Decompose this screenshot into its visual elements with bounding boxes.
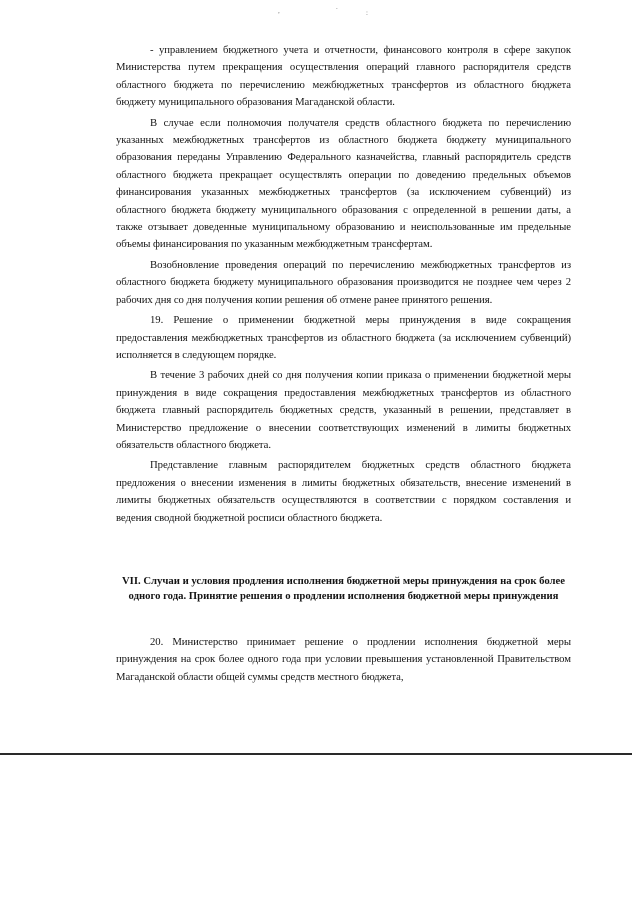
paragraph: В течение 3 рабочих дней со дня получения копии приказа о применении бюджетной меры принуждения в виде сокращения предоставления межбюджетных трансфертов из областного бюджета главный распорядитель бюджетных средств, указанный в решении, представляет в Министерство предложение о внесении соответствующих изменений в лимиты бюджетных обязательств областного бюджета.: [116, 369, 571, 451]
paragraph: Представление главным распорядителем бюджетных средств областного бюджета предложения о внесении изменения в лимиты бюджетных обязательств, внесение изменений в лимиты бюджетных обязательств осуществляются в соответствии с порядком составления и ведения сводной бюджетной росписи областного бюджета.: [116, 459, 571, 524]
scan-speck: .: [336, 3, 338, 11]
paragraph: - управлением бюджетного учета и отчетности, финансового контроля в сфере закупок Министерства путем прекращения осуществления операций главного распорядителя средств областного бюджета по перечислению межбюджетных трансфертов из областного бюджета бюджету муниципального образования Магаданской области.: [116, 44, 571, 109]
paragraph: 20. Министерство принимает решение о продлении исполнения бюджетной меры принуждения на срок более одного года при условии превышения установленной Правительством Магаданской области общей суммы средств местного бюджета,: [116, 636, 571, 683]
paragraph: Возобновление проведения операций по перечислению межбюджетных трансфертов из областного бюджета бюджету муниципального образования производится не позднее чем через 2 рабочих дня со дня получения копии решения об отмене ранее принятого решения.: [116, 258, 571, 306]
paragraph: 19. Решение о применении бюджетной меры принуждения в виде сокращения предоставления межбюджетных трансфертов из областного бюджета (за исключением субвенций) исполняется в следующем порядке.: [116, 314, 571, 361]
paragraph: В случае если полномочия получателя средств областного бюджета по перечислению указанных межбюджетных трансфертов из областного бюджета бюджету муниципального образования переданы Управлению Федерального казначейства, главный распорядитель средств областного бюджета прекращает осуществлять операции по доведению предельных объемов финансирования указанных межбюджетных трансфертов (за исключением субвенций) из областного бюджета бюджету муниципального образования с определенной в решении даты, а также отзывает доведенные муниципальному образованию и неиспользованные им предельные объемы финансирования по указанным межбюджетным трансфертам.: [116, 116, 571, 251]
section-heading: VII. Случаи и условия продления исполнения бюджетной меры принуждения на срок более одного года. Принятие решения о продлении исполнения бюджетной меры принуждения: [121, 575, 566, 602]
body-text-lower: [116, 634, 571, 686]
scan-speck: :: [366, 9, 368, 17]
body-text-upper: [116, 42, 571, 527]
page-bottom-rule: [0, 753, 632, 755]
scan-speck: ,: [278, 7, 280, 15]
